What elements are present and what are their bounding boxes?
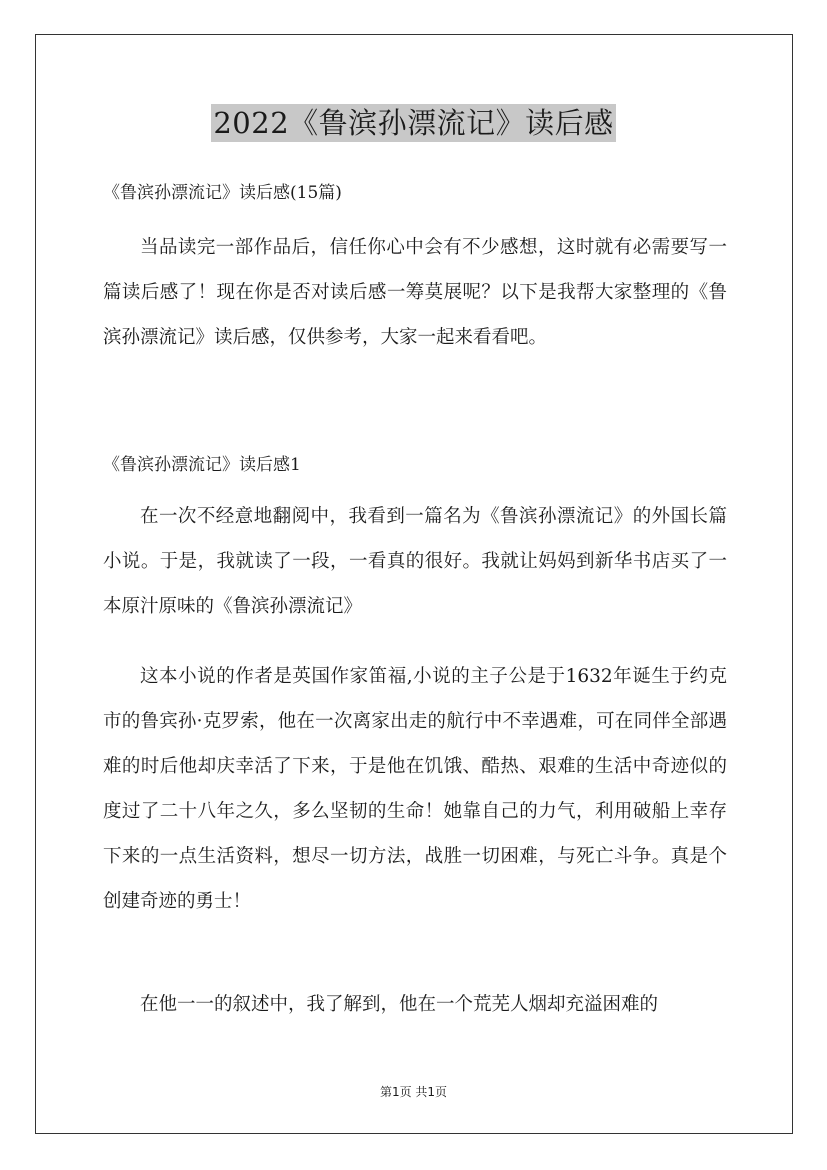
document-title: 2022《鲁滨孙漂流记》读后感 (213, 106, 614, 140)
body-paragraph-1: 在一次不经意地翻阅中，我看到一篇名为《鲁滨孙漂流记》的外国长篇小说。于是，我就读了一段，一看真的很好。我就让妈妈到新华书店买了一本原汁原味的《鲁滨孙漂流记》 (103, 506, 727, 617)
section-heading: 《鲁滨孙漂流记》读后感1 (103, 455, 301, 475)
title-container (0, 104, 827, 142)
page-footer: 第1页 共1页 (379, 1085, 448, 1099)
document-subtitle: 《鲁滨孙漂流记》读后感(15篇) (103, 183, 342, 203)
body-paragraph-3: 在他一一的叙述中，我了解到，他在一个荒芜人烟却充溢困难的 (140, 994, 659, 1015)
body-paragraph-2: 这本小说的作者是英国作家笛福,小说的主子公是于1632年诞生于约克市的鲁宾孙·克罗索，他在一次离家出走的航行中不幸遇难，可在同伴全部遇难的时后他却庆幸活了下来，于是他在饥饿、酷热、艰难的生活中奇迹似的度过了二十八年之久，多么坚韧的生命！她靠自己的力气，利用破船上幸存下来的一点生活资料，想尽一切方法，战胜一切困难，与死亡斗争。真是个创建奇迹的勇士！ (103, 666, 727, 912)
intro-paragraph: 当品读完一部作品后，信任你心中会有不少感想，这时就有必需要写一篇读后感了！现在你是否对读后感一筹莫展呢？以下是我帮大家整理的《鲁滨孙漂流记》读后感，仅供参考，大家一起来看看吧。 (103, 237, 727, 348)
